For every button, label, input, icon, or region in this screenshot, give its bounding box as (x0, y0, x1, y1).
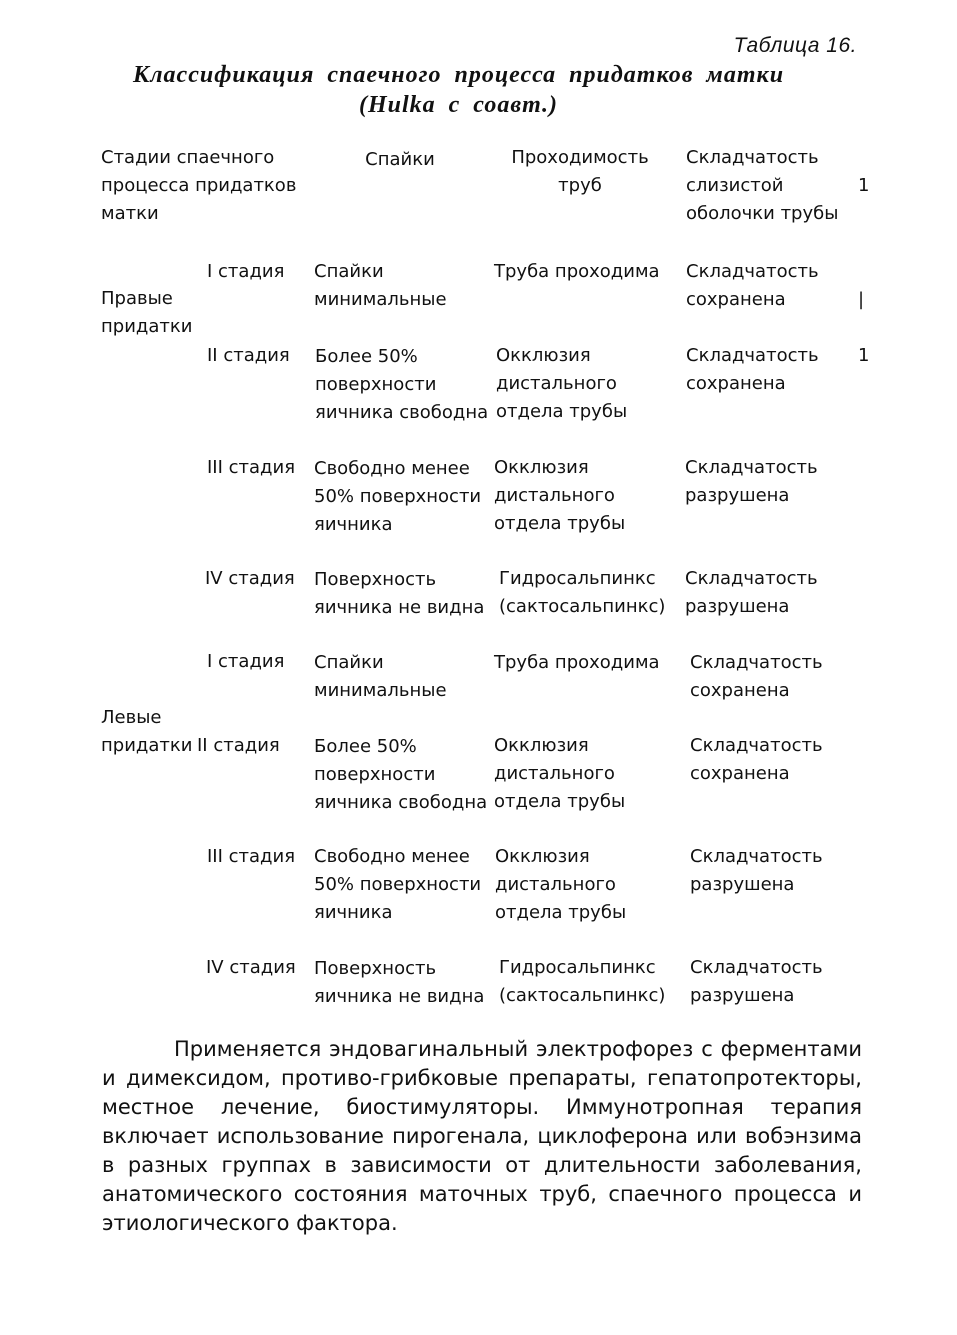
patency-cell: Окклюзия дистального отдела трубы (494, 457, 626, 534)
folding-cell: Складчатость сохранена (690, 652, 823, 701)
adhesions-cell: Более 50% поверхности яичника свободна (314, 736, 488, 813)
stage-label: I стадия (207, 651, 285, 672)
stage-label: II стадия (207, 345, 290, 366)
folding-cell: Складчатость разрушена (690, 846, 823, 895)
stage-label: III стадия (207, 846, 296, 867)
adhesions-cell: Свободно менее 50% поверхности яичника (314, 846, 482, 923)
adhesions-cell: Спайки минимальные (314, 652, 447, 701)
group-label-left: Левые придатки (101, 707, 193, 756)
folding-cell: Складчатость разрушена (685, 568, 818, 617)
patency-cell: Труба проходима (494, 652, 660, 673)
header-patency: Проходимость труб (511, 147, 649, 196)
patency-cell: Окклюзия дистального отдела трубы (495, 846, 627, 923)
adhesions-cell: Свободно менее 50% поверхности яичника (314, 458, 482, 535)
patency-cell: Гидросальпинкс (сактосальпинкс) (499, 957, 666, 1006)
stage-label: II стадия (197, 735, 280, 756)
adhesions-cell: Поверхность яичника не видна (314, 958, 485, 1007)
adhesions-cell: Спайки минимальные (314, 261, 447, 310)
margin-mark: | (858, 289, 865, 310)
header-folding: Складчатость слизистой оболочки трубы (686, 147, 839, 224)
table-caption: Таблица 16. (733, 34, 857, 57)
patency-cell: Окклюзия дистального отдела трубы (494, 735, 626, 812)
folding-cell: Складчатость разрушена (685, 457, 818, 506)
folding-cell: Складчатость разрушена (690, 957, 823, 1006)
stage-label: III стадия (207, 457, 296, 478)
group-label-right: Правые придатки (101, 288, 193, 337)
stage-label: IV стадия (205, 568, 295, 589)
table-subtitle: (Hulka с соавт.) (358, 92, 559, 118)
folding-cell: Складчатость сохранена (690, 735, 823, 784)
header-adhesions: Спайки (365, 149, 435, 170)
folding-cell: Складчатость сохранена (686, 261, 819, 310)
header-stages: Стадии спаечного процесса придатков матки (101, 147, 297, 224)
patency-cell: Окклюзия дистального отдела трубы (496, 345, 628, 422)
adhesions-cell: Поверхность яичника не видна (314, 569, 485, 618)
folding-cell: Складчатость сохранена (686, 345, 819, 394)
patency-cell: Труба проходима (494, 261, 660, 282)
stage-label: I стадия (207, 261, 285, 282)
stage-label: IV стадия (206, 957, 296, 978)
table-title: Классификация спаечного процесса придатков матки (132, 62, 785, 88)
margin-mark: 1 (858, 345, 870, 366)
margin-mark: 1 (858, 175, 870, 196)
body-paragraph: Применяется эндовагинальный электрофорез с ферментами и димексидом, противо-грибковые препараты, гепатопротекторы, местное лечение, биостимуляторы. Иммунотропная терапия включает использование пирогенала, циклоферона или вобэнзима в разных группах в зависимости от длительности заболевания, анатомического состояния маточных труб, спаечного процесса и этиологического фактора. (102, 1037, 862, 1235)
patency-cell: Гидросальпинкс (сактосальпинкс) (499, 568, 666, 617)
adhesions-cell: Более 50% поверхности яичника свободна (315, 346, 489, 423)
